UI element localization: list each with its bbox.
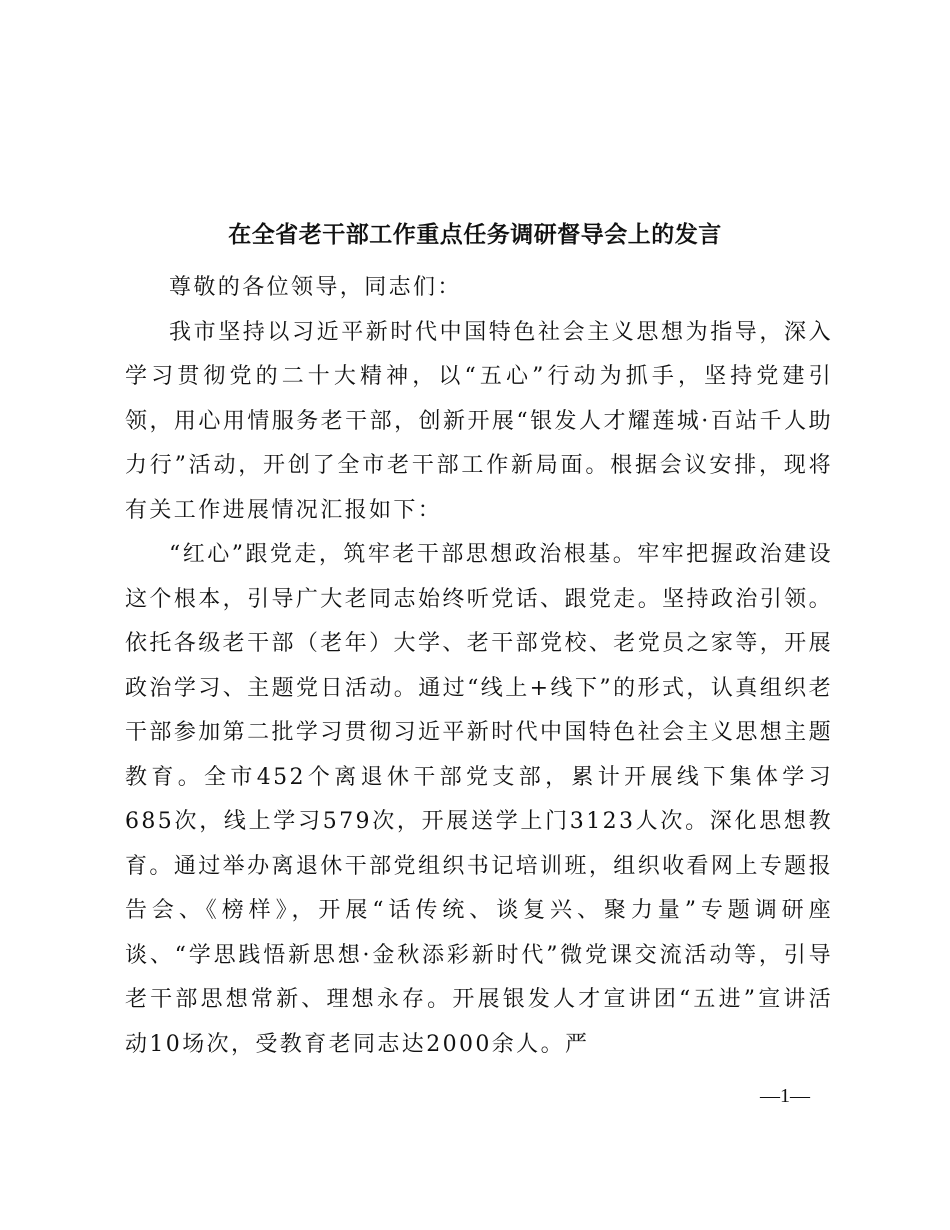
document-title: 在全省老干部工作重点任务调研督导会上的发言	[228, 221, 722, 248]
page-number: —1—	[760, 1085, 810, 1107]
document-body	[125, 266, 833, 1067]
salutation-paragraph: 尊敬的各位领导，同志们：	[169, 275, 462, 300]
section-paragraph: “红心”跟党走，筑牢老干部思想政治根基。牢牢把握政治建设这个根本，引导广大老同志始终听党话、跟党走。坚持政治引领。依托各级老干部（老年）大学、老干部党校、老党员之家等，开展政治学习、主题党日活动。通过“线上+线下”的形式，认真组织老干部参加第二批学习贯彻习近平新时代中国特色社会主义思想主题教育。全市452个离退休干部党支部，累计开展线下集体学习685次，线上学习579次，开展送学上门3123人次。深化思想教育。通过举办离退休干部党组织书记培训班，组织收看网上专题报告会、《榜样》，开展“话传统、谈复兴、聚力量”专题调研座谈、“学思践悟新思想·金秋添彩新时代”微党课交流活动等，引导老干部思想常新、理想永存。开展银发人才宣讲团“五进”宣讲活动10场次，受教育老同志达2000余人。严	[125, 542, 833, 1057]
intro-paragraph: 我市坚持以习近平新时代中国特色社会主义思想为指导，深入学习贯彻党的二十大精神，以“五心”行动为抓手，坚持党建引领，用心用情服务老干部，创新开展“银发人才耀莲城·百站千人助力行”活动，开创了全市老干部工作新局面。根据会议安排，现将有关工作进展情况汇报如下：	[125, 319, 833, 523]
